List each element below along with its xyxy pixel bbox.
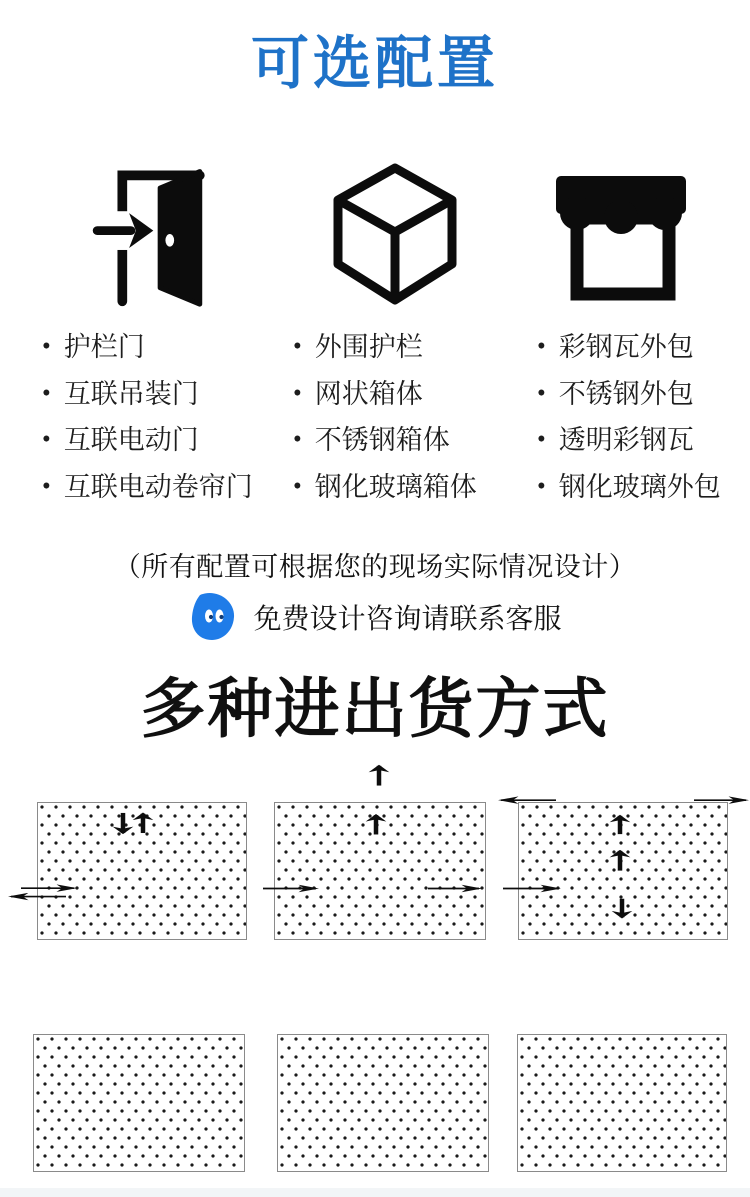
list-item: • 钢化玻璃外包 [537,464,721,511]
cabin-box-bottom-left [33,1034,245,1172]
list-item: • 不锈钢外包 [537,371,721,418]
page-title: 可选配置 [250,31,499,96]
list-item: • 彩钢瓦外包 [537,324,721,371]
contact-service-row[interactable] [0,590,750,644]
list-item: • 钢化玻璃箱体 [293,464,477,511]
list-item: • 外围护栏 [293,324,477,371]
cabin-box-top-right [518,802,728,940]
list-item: • 互联电动门 [42,417,253,464]
list-item: • 网状箱体 [293,371,477,418]
open-door-icon [88,156,238,311]
chat-mascot-icon [188,591,240,643]
cabin-box-top-left [37,802,247,940]
customization-note: （所有配置可根据您的现场实际情况设计） [113,552,637,582]
cube-icon [330,160,460,308]
option-list-enclosures [293,324,477,510]
list-item: • 透明彩钢瓦 [537,417,721,464]
list-item: • 互联吊装门 [42,371,253,418]
list-item: • 不锈钢箱体 [293,417,477,464]
list-item: • 互联电动卷帘门 [42,464,253,511]
cabin-box-top-middle [274,802,486,940]
storefront-awning-icon [548,162,694,308]
option-list-doors [42,324,253,510]
shipping-section-title: 多种进出货方式 [140,674,610,746]
cabin-box-bottom-right [517,1034,727,1172]
bottom-divider [0,1188,750,1197]
cabin-box-bottom-middle [277,1034,489,1172]
list-item: • 护栏门 [42,324,253,371]
option-list-claddings [537,324,721,510]
contact-service-label: 免费设计咨询请联系客服 [253,604,562,635]
